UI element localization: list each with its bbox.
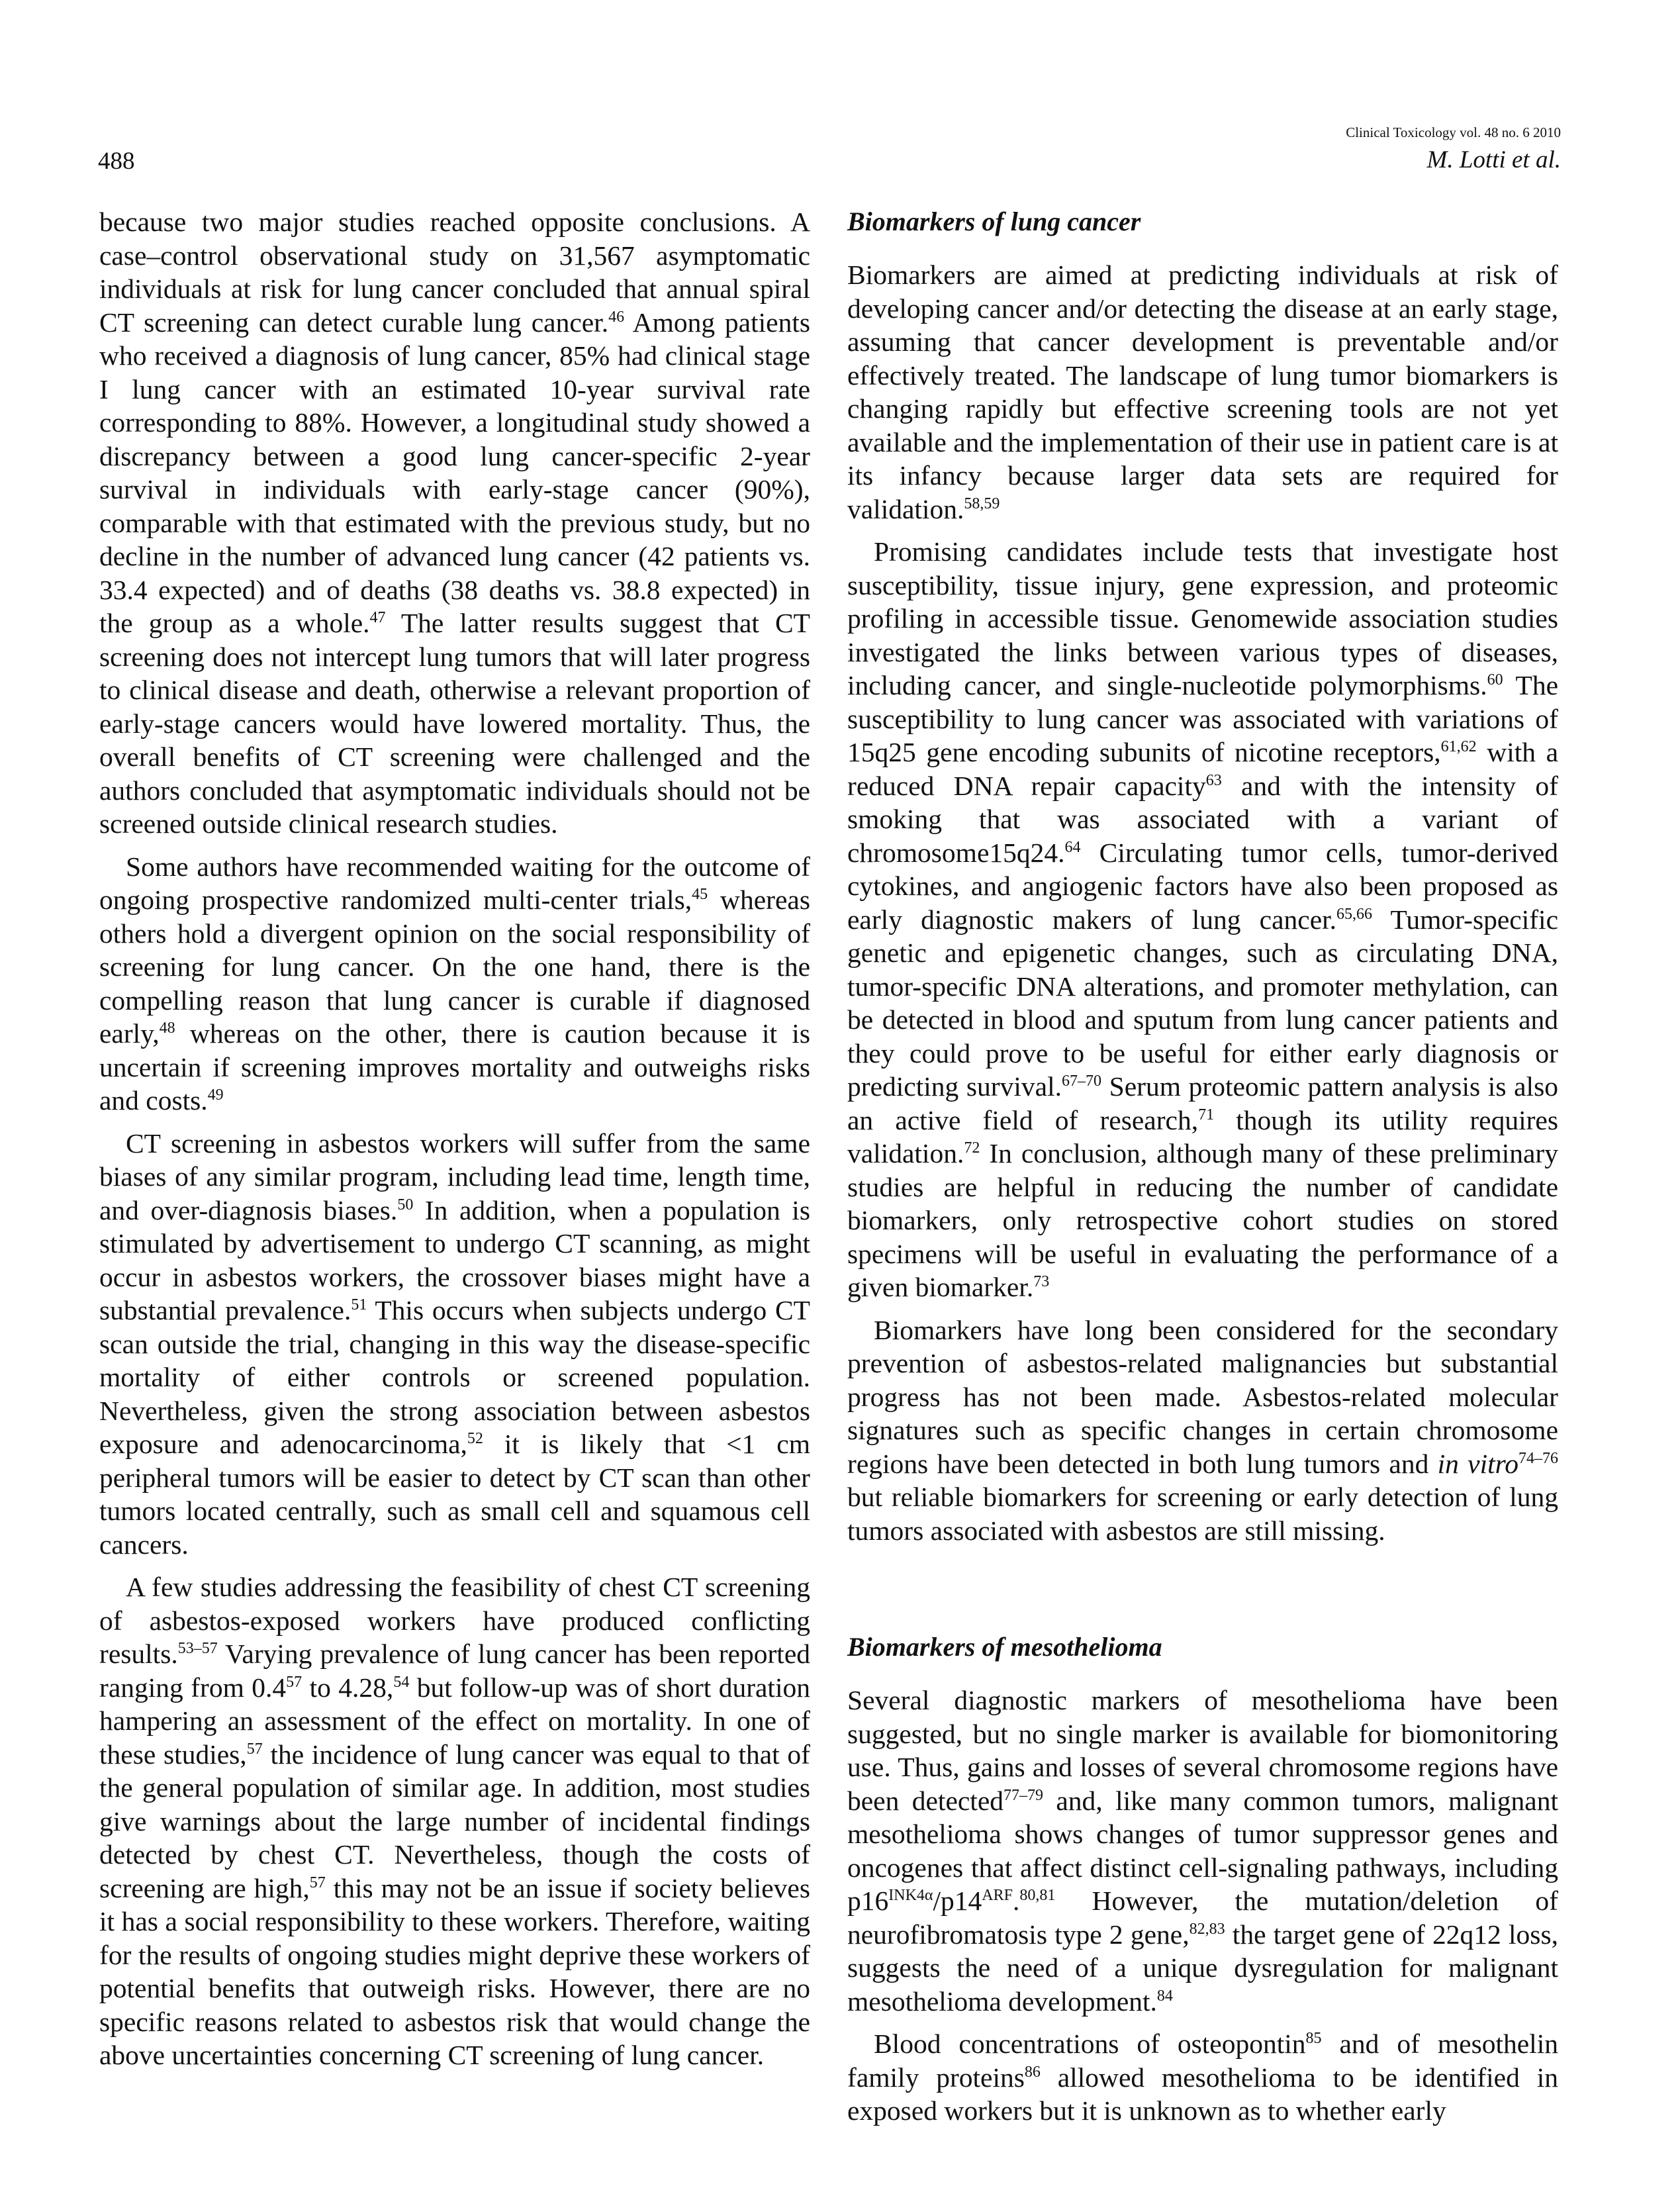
right-column (847, 205, 1558, 2128)
paragraph: Biomarkers have long been considered for the secondary prevention of asbestos-related malignancies but substantial progress has not been made. Asbestos-related molecular signatures such as specific changes in certain chromosome regions have been detected in both lung tumors and in vitro$^{74-76}$ but reliable biomarkers for screening or early detection of lung tumors associated with asbestos are still missing. (847, 1314, 1558, 1546)
citation-ref: 57 (246, 1740, 263, 1758)
citation-ref: 58,59 (964, 495, 1000, 512)
citation-ref: 57 (286, 1673, 303, 1691)
citation-ref: 52 (467, 1430, 483, 1448)
citation-ref: 84 (1156, 1987, 1173, 2005)
gene-superscript: ARF (982, 1887, 1013, 1905)
citation-ref: 67–70 (1061, 1072, 1101, 1090)
citation-ref: 77–79 (1003, 1786, 1043, 1804)
running-author: M. Lotti et al. (1426, 146, 1561, 173)
citation-ref: 50 (397, 1196, 414, 1214)
citation-ref: 60 (1487, 671, 1503, 689)
paragraph: A few studies addressing the feasibility of chest CT screening of asbestos-exposed workers have produced conflicting results.$^{53-57}$ Varying prevalence of lung cancer has been reported ranging from $0.4^{57}$ to 4.28,54 but follow-up was of short duration hampering an assessment of the effect on mortality. In one of these studies,$^{57}$ the incidence of lung cancer was equal to that of the general population of similar age. In addition, most studies give warnings about the large number of incidental findings detected by chest CT. Nevertheless, though the costs of screening are high,$^{57}$ this may not be an issue if society believes it has a social responsibility to these workers. Therefore, waiting for the results of ongoing studies might deprive these workers of potential benefits that outweigh risks. However, there are no specific reasons related to asbestos risk that would change the above uncertainties concerning CT screening of lung cancer. (99, 1572, 811, 2070)
citation-ref: 54 (393, 1673, 410, 1691)
section-heading: Biomarkers of lung cancer (847, 207, 1141, 236)
citation-ref: 51 (351, 1296, 367, 1314)
citation-ref: 65,66 (1336, 905, 1373, 923)
paragraph: Promising candidates include tests that investigate host susceptibility, tissue injury, gene expression, and proteomic profiling in accessible tissue. Genomewide association studies investigated the links between various types of diseases, including cancer, and single-nucleotide polymorphisms.$^{60}$ The susceptibility to lung cancer was associated with variations of 15q25 gene encoding subunits of nicotine receptors,$^{61,62}$ with a reduced DNA repair capacity$^{63}$ and with the intensity of smoking that was associated with a variant of chromosome15q24.64 Circulating tumor cells, tumor-derived cytokines, and angiogenic factors have also been proposed as early diagnostic makers of lung cancer.$^{65,66}$ Tumor-specific genetic and epigenetic changes, such as circulating DNA, tumor-specific DNA alterations, and promoter methylation, can be detected in blood and sputum from lung cancer patients and they could prove to be useful for either early diagnosis or predicting survival.$^{67-70}$ Serum proteomic pattern analysis is also an active field of research,$^{71}$ though its utility requires validation.$^{72}$ In conclusion, although many of these preliminary studies are helpful in reducing the number of candidate biomarkers, only retrospective cohort studies on stored specimens will be useful in evaluating the performance of a given biomarker.$^{73}$ (847, 536, 1559, 1302)
journal-citation: Clinical Toxicology vol. 48 no. 6 2010 (1346, 124, 1561, 140)
citation-ref: 72 (964, 1139, 980, 1157)
page-number: 488 (98, 148, 135, 175)
paragraph: Blood concentrations of osteopontin$^{85}$ and of mesothelin family proteins$^{86}$ allowed mesothelioma to be identified in exposed workers but it is unknown as to whether early (847, 2028, 1558, 2126)
citation-ref: 53–57 (177, 1640, 218, 1658)
citation-ref: 86 (1024, 2063, 1041, 2081)
citation-ref: 47 (369, 609, 386, 627)
paragraph: Some authors have recommended waiting for the outcome of ongoing prospective randomized multi-center trials,$^{45}$ whereas others hold a divergent opinion on the social responsibility of screening for lung cancer. On the one hand, there is the compelling reason that lung cancer is curable if diagnosed early,$^{48}$ whereas on the other, there is caution because it is uncertain if screening improves mortality and outweighs risks and costs.$^{49}$ (99, 851, 810, 1116)
citation-ref: 45 (692, 886, 708, 904)
left-column (99, 205, 810, 2072)
citation-ref: 74–76 (1518, 1449, 1558, 1467)
paragraph: Several diagnostic markers of mesothelioma have been suggested, but no single marker is available for biomonitoring use. Thus, gains and losses of several chromosome regions have been detected$^{77-79}$ and, like many common tumors, malignant mesothelioma shows changes of tumor suppressor genes and oncogenes that affect distinct cell-signaling pathways, including $p16^{INK4\alpha}/p14^{ARF}.^{80,81}$ However, the mutation/deletion of neurofibromatosis type 2 gene,$^{82,83}$ the target gene of 22q12 loss, suggests the need of a unique dysregulation for malignant mesothelioma development.$^{84}$ (847, 1685, 1558, 2017)
citation-ref: 46 (608, 308, 625, 326)
paragraph: because two major studies reached opposite conclusions. A case–control observational study on 31,567 asymptomatic individuals at risk for lung cancer concluded that annual spiral CT screening can detect curable lung cancer.$^{46}$ Among patients who received a diagnosis of lung cancer, 85% had clinical stage I lung cancer with an estimated 10-year survival rate corresponding to 88%. However, a longitudinal study showed a discrepancy between a good lung cancer-specific 2-year survival in individuals with early-stage cancer (90%), comparable with that estimated with the previous study, but no decline in the number of advanced lung cancer (42 patients vs. 33.4 expected) and of deaths (38 deaths vs. 38.8 expected) in the group as a whole.$^{47}$ The latter results suggest that CT screening does not intercept lung tumors that will later progress to clinical disease and death, otherwise a relevant proportion of early-stage cancers would have lowered mortality. Thus, the overall benefits of CT screening were challenged and the authors concluded that asymptomatic individuals should not be screened outside clinical research studies. (99, 207, 811, 839)
citation-ref: 57 (309, 1874, 326, 1891)
citation-ref: 63 (1205, 771, 1222, 789)
citation-ref: 71 (1198, 1106, 1215, 1123)
citation-ref: 80,81 (1019, 1887, 1056, 1905)
section-heading: Biomarkers of mesothelioma (847, 1632, 1162, 1662)
citation-ref: 73 (1033, 1273, 1050, 1291)
citation-ref: 64 (1064, 838, 1081, 856)
citation-ref: 48 (159, 1020, 175, 1037)
citation-ref: 85 (1305, 2030, 1322, 2048)
gene-superscript: INK4α (888, 1887, 933, 1905)
citation-ref: 61,62 (1440, 738, 1477, 756)
citation-ref: 49 (207, 1086, 224, 1104)
citation-ref: 82,83 (1189, 1920, 1225, 1938)
paragraph: CT screening in asbestos workers will suffer from the same biases of any similar program, including lead time, length time, and over-diagnosis biases.$^{50}$ In addition, when a population is stimulated by advertisement to undergo CT scanning, as might occur in asbestos workers, the crossover biases might have a substantial prevalence.$^{51}$ This occurs when subjects undergo CT scan outside the trial, changing in this way the disease-specific mortality of either controls or screened population. Nevertheless, given the strong association between asbestos exposure and adenocarcinoma,$^{52}$ it is likely that <1 cm peripheral tumors will be easier to detect by CT scan than other tumors located centrally, such as small cell and squamous cell cancers. (99, 1127, 810, 1560)
paragraph: Biomarkers are aimed at predicting individuals at risk of developing cancer and/or detecting the disease at an early stage, assuming that cancer development is preventable and/or effectively treated. The landscape of lung tumor biomarkers is changing rapidly but effective screening tools are not yet available and the implementation of their use in patient care is at its infancy because larger data sets are required for validation.$^{58,59}$ (847, 260, 1558, 524)
